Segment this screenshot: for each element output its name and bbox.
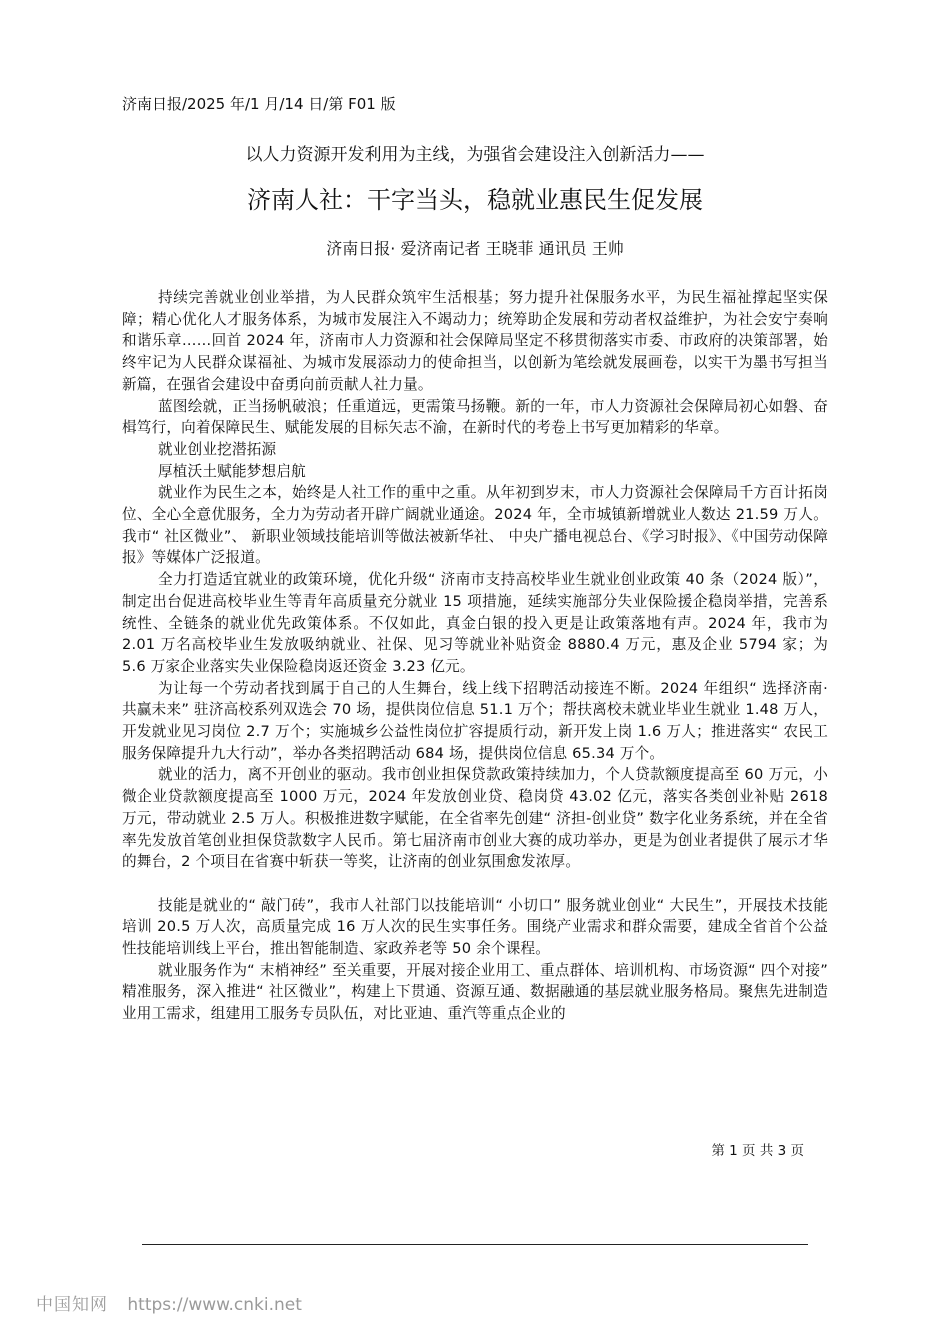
watermark-brand: 中国知网 xyxy=(36,1295,108,1315)
watermark-url: https://www.cnki.net xyxy=(127,1295,302,1315)
paragraph: 就业服务作为“ 末梢神经” 至关重要，开展对接企业用工、重点群体、培训机构、市场资源“ 四个对接” 精准服务，深入推进“ 社区微业”，构建上下贯通、资源互通、数据融通的基层就业服务格局。聚焦先进制造业用工需求，组建用工服务专员队伍，对比亚迪、重汽等重点企业的 xyxy=(122,961,828,1023)
article-byline: 济南日报· 爱济南记者 王晓菲 通讯员 王帅 xyxy=(326,239,624,258)
section-subhead: 就业创业挖潜拓源 xyxy=(158,440,277,458)
paragraph-gap xyxy=(122,873,828,895)
paragraph: 为让每一个劳动者找到属于自己的人生舞台，线上线下招聘活动接连不断。2024 年组织“ 选择济南· 共赢未来” 驻济高校系列双选会 70 场，提供岗位信息 51.1 万个；帮扶离校未就业毕业生就业 1.48 万人，开发就业见习岗位 2.7 万个；实施城乡公益性岗位扩容提质行动，新开发上岗 1.6 万人；推进落实“ 农民工服务保障提升九大行动”，举办各类招聘活动 684 场，提供岗位信息 65.34 万个。 xyxy=(122,679,828,762)
article-headline: 济南人社：干字当头，稳就业惠民生促发展 xyxy=(247,186,703,214)
section-subhead: 厚植沃土赋能梦想启航 xyxy=(158,462,306,480)
article-kicker: 以人力资源开发利用为主线，为强省会建设注入创新活力—— xyxy=(245,145,705,165)
publication-source: 济南日报/2025 年/1 月/14 日/第 F01 版 xyxy=(122,95,396,113)
article-body xyxy=(122,287,828,1025)
page-number: 第 1 页 共 3 页 xyxy=(711,1143,804,1159)
paragraph: 就业作为民生之本，始终是人社工作的重中之重。从年初到岁末，市人力资源社会保障局千方百计拓岗位、全心全意优服务，全力为劳动者开辟广阔就业通途。2024 年，全市城镇新增就业人数达 21.59 万人。我市“ 社区微业”、 新职业领域技能培训等做法被新华社、 中央广播电视总台、《学习时报》、《中国劳动保障报》等媒体广泛报道。 xyxy=(122,484,828,567)
paragraph: 全力打造适宜就业的政策环境，优化升级“ 济南市支持高校毕业生就业创业政策 40 条（2024 版）”，制定出台促进高校毕业生等青年高质量充分就业 15 项措施，延续实施部分失业保险援企稳岗举措，完善系统性、全链条的就业优先政策体系。不仅如此，真金白银的投入更是让政策落地有声。2024 年，我市为 2.01 万名高校毕业生发放吸纳就业、社保、见习等就业补贴资金 8880.4 万元，惠及企业 5794 家；为 5.6 万家企业落实失业保险稳岗返还资金 3.23 亿元。 xyxy=(122,571,828,675)
paragraph: 就业的活力，离不开创业的驱动。我市创业担保贷款政策持续加力，个人贷款额度提高至 60 万元，小微企业贷款额度提高至 1000 万元，2024 年发放创业贷、稳岗贷 43.02 亿元，落实各类创业补贴 2618 万元，带动就业 2.5 万人。积极推进数字赋能，在全省率先创建“ 济担-创业贷” 数字化业务系统，并在全省率先发放首笔创业担保贷款数字人民币。第七届济南市创业大赛的成功举办，更是为创业者提供了展示才华的舞台，2 个项目在省赛中斩获一等奖，让济南的创业氛围愈发浓厚。 xyxy=(122,766,828,871)
footer-divider xyxy=(142,1244,808,1245)
paragraph: 持续完善就业创业举措，为人民群众筑牢生活根基；努力提升社保服务水平，为民生福祉撑起坚实保障；精心优化人才服务体系，为城市发展注入不竭动力；统筹助企发展和劳动者权益维护，为社会安宁奏响和谐乐章……回首 2024 年，济南市人力资源和社会保障局坚定不移贯彻落实市委、市政府的决策部署，始终牢记为人民群众谋福祉、为城市发展添动力的使命担当，以创新为笔绘就发展画卷，以实干为墨书写担当新篇，在强省会建设中奋勇向前贡献人社力量。 xyxy=(122,289,828,393)
paragraph: 技能是就业的“ 敲门砖”，我市人社部门以技能培训“ 小切口” 服务就业创业“ 大民生”，开展技术技能培训 20.5 万人次，高质量完成 16 万人次的民生实事任务。围绕产业需求和群众需要，建成全省首个公益性技能培训线上平台，推出智能制造、家政养老等 50 余个课程。 xyxy=(122,896,828,958)
paragraph: 蓝图绘就，正当扬帆破浪；任重道远，更需策马扬鞭。新的一年，市人力资源社会保障局初心如磐、奋楫笃行，向着保障民生、赋能发展的目标矢志不渝，在新时代的考卷上书写更加精彩的华章。 xyxy=(122,397,828,437)
cnki-watermark xyxy=(36,1294,302,1316)
